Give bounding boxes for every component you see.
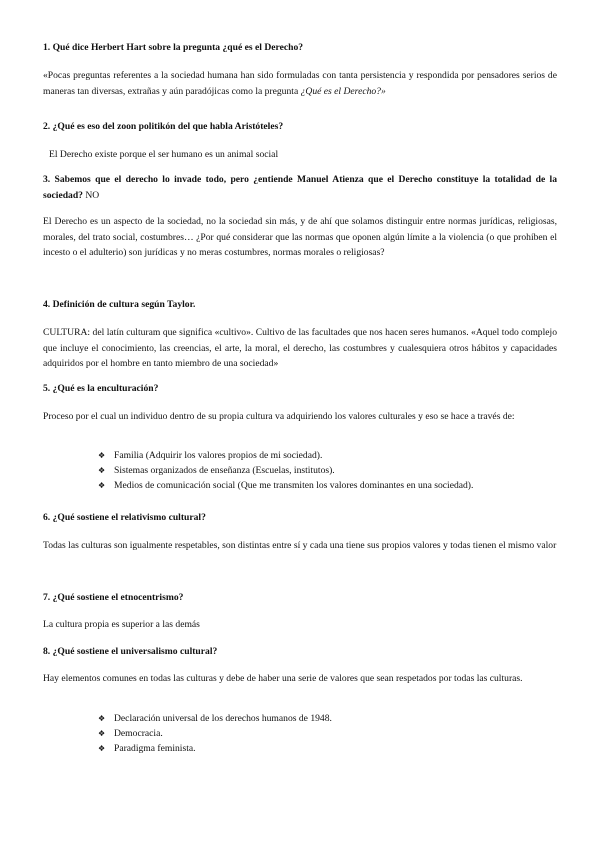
question-4-answer: CULTURA: del latín culturam que significa «cultivo». Cultivo de las facultades que nos hacen seres humanos. «Aquel todo complejo que incluye el conocimiento, las creencias, el arte, la moral, el derecho, las costumbres y cualesquiera otros hábitos y capacidades adquiridos por el hombre en tanto miembro de una sociedad» <box>43 327 557 369</box>
question-7-heading: 7. ¿Qué sostiene el etnocentrismo? <box>43 592 184 603</box>
list-item: ❖ Familia (Adquirir los valores propios de mi sociedad). <box>98 448 473 463</box>
question-6-answer: Todas las culturas son igualmente respetables, son distintas entre sí y cada una tiene sus propios valores y todas tienen el mismo valor <box>43 540 557 551</box>
question-8-bullet-list <box>98 711 332 757</box>
diamond-bullet-icon: ❖ <box>98 744 106 754</box>
list-item: ❖ Declaración universal de los derechos humanos de 1948. <box>98 711 332 726</box>
question-4-heading: 4. Definición de cultura según Taylor. <box>43 299 196 310</box>
diamond-bullet-icon: ❖ <box>98 729 106 739</box>
question-1-heading: 1. Qué dice Herbert Hart sobre la pregunta ¿qué es el Derecho? <box>43 42 304 53</box>
question-5-bullet-list <box>98 448 473 494</box>
question-1-answer-italic: ¿Qué es el Derecho?» <box>300 85 386 97</box>
list-item: ❖ Sistemas organizados de enseñanza (Escuelas, institutos). <box>98 463 473 478</box>
question-7-answer: La cultura propia es superior a las demás <box>43 619 200 630</box>
question-5-answer: Proceso por el cual un individuo dentro de su propia cultura va adquiriendo los valores culturales y eso se hace a través de: <box>43 411 515 422</box>
question-1-answer-text: «Pocas preguntas referentes a la sociedad humana han sido formuladas con tanta persistencia y respondida por pensadores serios de maneras tan diversas, extrañas y aún paradójicas como la pregunta <box>43 70 557 97</box>
question-2-answer: El Derecho existe porque el ser humano es un animal social <box>49 149 279 160</box>
diamond-bullet-icon: ❖ <box>98 481 106 491</box>
question-3-heading-answer: NO <box>82 189 100 201</box>
question-1-answer <box>43 68 557 99</box>
diamond-bullet-icon: ❖ <box>98 466 106 476</box>
question-8-answer: Hay elementos comunes en todas las culturas y debe de haber una serie de valores que sean respetados por todas las culturas. <box>43 673 523 684</box>
question-5-heading: 5. ¿Qué es la enculturación? <box>43 383 159 394</box>
question-3-heading-text: 3. Sabemos que el derecho lo invade todo, pero ¿entiende Manuel Atienza que el Derecho constituye la totalidad de la sociedad? <box>43 174 557 201</box>
question-6-heading: 6. ¿Qué sostiene el relativismo cultural? <box>43 512 206 523</box>
question-8-heading: 8. ¿Qué sostiene el universalismo cultural? <box>43 646 218 657</box>
list-item: ❖ Medios de comunicación social (Que me transmiten los valores dominantes en una sociedad). <box>98 478 473 493</box>
list-item: ❖ Paradigma feminista. <box>98 741 332 756</box>
diamond-bullet-icon: ❖ <box>98 714 106 723</box>
question-3-heading <box>43 172 557 203</box>
question-2-heading: 2. ¿Qué es eso del zoon politikón del que habla Aristóteles? <box>43 121 284 132</box>
diamond-bullet-icon: ❖ <box>98 451 106 460</box>
list-item: ❖ Democracia. <box>98 726 332 741</box>
question-3-answer: El Derecho es un aspecto de la sociedad, no la sociedad sin más, y de ahí que solamos distinguir entre normas jurídicas, religiosas, morales, del trato social, costumbres… ¿Por qué considerar que las normas que oponen algún límite a la violencia (o que prohíben el incesto o el adulterio) son jurídicas y no meras costumbres, normas morales o religiosas? <box>43 216 557 258</box>
